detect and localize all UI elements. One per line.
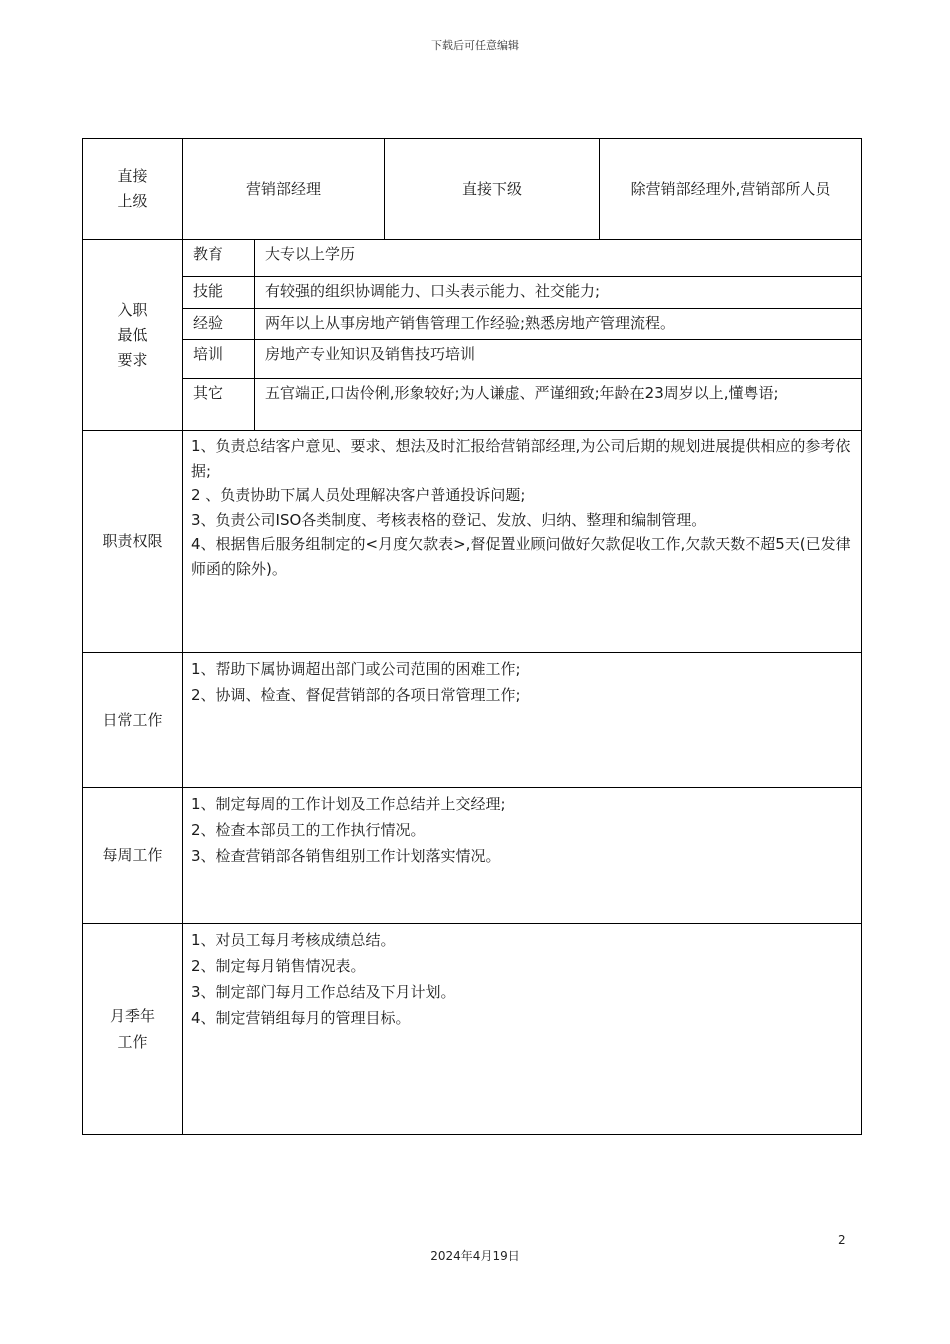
duties-item: 4、根据售后服务组制定的<月度欠款表>,督促置业顾问做好欠款促收工作,欠款天数不超5天(已发律师函的除外)。 <box>191 535 851 578</box>
monthly-item: 1、对员工每月考核成绩总结。 <box>191 931 396 949</box>
requirement-value-training: 房地产专业知识及销售技巧培训 <box>255 340 862 379</box>
daily-row <box>83 653 862 788</box>
duties-item: 2 、负责协助下属人员处理解决客户普通投诉问题; <box>191 486 526 504</box>
weekly-item: 1、制定每周的工作计划及工作总结并上交经理; <box>191 795 506 813</box>
monthly-item: 4、制定营销组每月的管理目标。 <box>191 1009 411 1027</box>
page-header: 下载后可任意编辑 <box>431 39 519 52</box>
daily-item: 1、帮助下属协调超出部门或公司范围的困难工作; <box>191 660 521 678</box>
requirement-value-education: 大专以上学历 <box>255 240 862 277</box>
job-description-table <box>82 138 862 1135</box>
duties-content <box>183 431 862 653</box>
superior-row <box>83 139 862 240</box>
monthly-label-cell <box>83 924 183 1135</box>
requirement-row-training <box>83 340 862 379</box>
duties-label: 职责权限 <box>83 431 183 653</box>
monthly-label-line1: 月季年 <box>109 1007 155 1025</box>
weekly-content <box>183 788 862 924</box>
subordinate-value: 除营销部经理外,营销部所人员 <box>600 139 862 240</box>
duties-item: 3、负责公司ISO各类制度、考核表格的登记、发放、归纳、整理和编制管理。 <box>191 510 707 529</box>
monthly-item: 3、制定部门每月工作总结及下月计划。 <box>191 983 456 1001</box>
page-footer-date: 2024年4月19日 <box>430 1249 520 1263</box>
monthly-row <box>83 924 862 1135</box>
weekly-label: 每周工作 <box>83 788 183 924</box>
duties-row <box>83 431 862 653</box>
weekly-item: 3、检查营销部各销售组别工作计划落实情况。 <box>191 847 501 865</box>
requirement-value-other: 五官端正,口齿伶俐,形象较好;为人谦虚、严谨细致;年龄在23周岁以上,懂粤语; <box>255 379 862 431</box>
requirement-row-other <box>83 379 862 431</box>
requirement-label-skills: 技能 <box>183 277 255 309</box>
requirements-label-cell <box>83 240 183 431</box>
requirement-label-training: 培训 <box>183 340 255 379</box>
superior-label-line2: 上级 <box>117 192 148 210</box>
monthly-item: 2、制定每月销售情况表。 <box>191 957 366 975</box>
daily-content <box>183 653 862 788</box>
requirements-label-line2: 最低 <box>117 325 148 344</box>
superior-label-line1: 直接 <box>117 167 148 185</box>
requirement-label-experience: 经验 <box>183 309 255 340</box>
requirement-label-other: 其它 <box>183 379 255 431</box>
page-number: 2 <box>838 1233 846 1247</box>
requirement-row-skills <box>83 277 862 309</box>
monthly-content <box>183 924 862 1135</box>
daily-item: 2、协调、检查、督促营销部的各项日常管理工作; <box>191 686 521 704</box>
requirement-label-education: 教育 <box>183 240 255 277</box>
monthly-label-line2: 工作 <box>117 1033 148 1051</box>
superior-label-cell <box>83 139 183 240</box>
superior-value: 营销部经理 <box>183 139 385 240</box>
requirements-label-line1: 入职 <box>117 300 148 319</box>
requirement-value-experience: 两年以上从事房地产销售管理工作经验;熟悉房地产管理流程。 <box>255 309 862 340</box>
daily-label: 日常工作 <box>83 653 183 788</box>
requirements-label-line3: 要求 <box>117 350 148 369</box>
requirement-value-skills: 有较强的组织协调能力、口头表示能力、社交能力; <box>255 277 862 309</box>
duties-item: 1、负责总结客户意见、要求、想法及时汇报给营销部经理,为公司后期的规划进展提供相应的参考依据; <box>191 437 851 480</box>
requirement-row-experience <box>83 309 862 340</box>
weekly-item: 2、检查本部员工的工作执行情况。 <box>191 821 426 839</box>
subordinate-label: 直接下级 <box>385 139 600 240</box>
weekly-row <box>83 788 862 924</box>
requirement-row-education <box>83 240 862 277</box>
